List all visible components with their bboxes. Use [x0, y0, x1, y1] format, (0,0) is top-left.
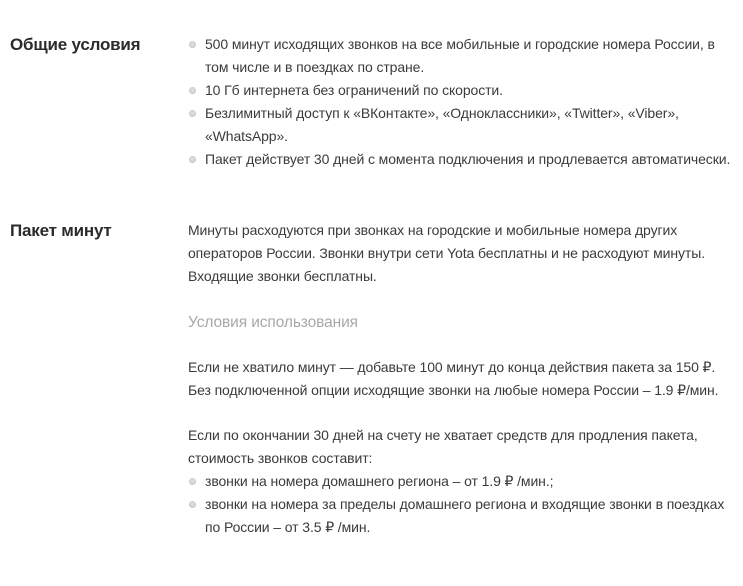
list-item-text: звонки на номера домашнего региона – от 1.9 ₽ /мин.;: [205, 473, 554, 489]
list-item: [188, 148, 735, 171]
bullet-icon: [189, 501, 196, 508]
list-item-text: 10 Гб интернета без ограничений по скорости.: [205, 82, 503, 98]
list-item-text: Безлимитный доступ к «ВКонтакте», «Одноклассники», «Twitter», «Viber», «WhatsApp».: [205, 105, 679, 144]
section-label-column: [10, 33, 188, 56]
list-item: [188, 79, 735, 102]
bullet-icon: [189, 41, 196, 48]
section-general-terms: [10, 33, 735, 171]
list-item: [188, 33, 735, 79]
general-terms-list: [188, 33, 735, 171]
minutes-package-heading: Пакет минут: [10, 221, 112, 240]
list-item-text: звонки на номера за пределы домашнего региона и входящие звонки в поездках по России – от 3.5 ₽ /мин.: [205, 496, 725, 535]
minutes-package-content: [188, 219, 735, 539]
list-item: [188, 102, 735, 148]
list-item: [188, 470, 735, 493]
usage-terms-subheading: Условия использования: [188, 314, 358, 331]
list-item-text: 500 минут исходящих звонков на все мобильные и городские номера России, в том числе и в поездках по стране.: [205, 36, 715, 75]
renewal-shortage-paragraph: Если по окончании 30 дней на счету не хватает средств для продления пакета, стоимость звонков составит:: [188, 427, 698, 466]
minutes-usage-paragraph: Минуты расходуются при звонках на городские и мобильные номера других операторов России. Звонки внутри сети Yota бесплатны и не расходуют минуты. Входящие звонки бесплатны.: [188, 222, 705, 284]
add-minutes-paragraph: Если не хватило минут — добавьте 100 минут до конца действия пакета за 150 ₽. Без подключенной опции исходящие звонки на любые номера России – 1.9 ₽/мин.: [188, 359, 719, 398]
overdraft-rates-list: [188, 470, 735, 539]
bullet-icon: [189, 156, 196, 163]
bullet-icon: [189, 478, 196, 485]
general-terms-content: [188, 33, 735, 171]
bullet-icon: [189, 110, 196, 117]
list-item-text: Пакет действует 30 дней с момента подключения и продлевается автоматически.: [205, 151, 731, 167]
bullet-icon: [189, 87, 196, 94]
section-minutes-package: [10, 219, 735, 539]
section-label-column: [10, 219, 188, 242]
list-item: [188, 493, 735, 539]
general-terms-heading: Общие условия: [10, 35, 141, 54]
